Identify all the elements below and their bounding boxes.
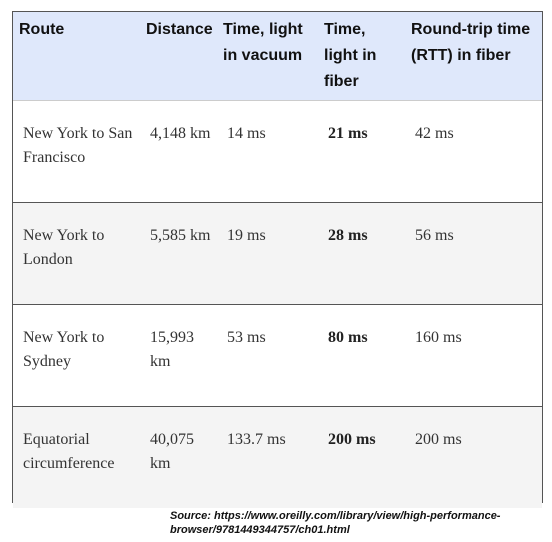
table-header [13,12,542,100]
cell-time-vacuum: 14 ms [227,124,266,142]
cell-route: New York to Sydney [23,328,105,370]
table-row [13,202,542,304]
table-row [13,406,542,508]
header-time-vacuum: Time, light in vacuum [223,21,303,64]
cell-rtt-fiber: 42 ms [415,124,454,142]
cell-distance: 40,075 km [150,430,194,472]
cell-distance: 15,993 km [150,328,194,370]
cell-time-fiber: 200 ms [328,430,376,448]
cell-rtt-fiber: 200 ms [415,430,462,448]
cell-route: Equatorial circumference [23,430,115,472]
cell-time-fiber: 21 ms [328,124,368,142]
cell-route: New York to San Francisco [23,124,133,166]
header-rtt-fiber: Round-trip time (RTT) in fiber [411,21,531,64]
table-row [13,100,542,202]
table-body [13,100,542,508]
latency-table [13,12,542,508]
cell-time-vacuum: 133.7 ms [227,430,286,448]
cell-distance: 4,148 km [150,124,211,142]
header-time-fiber: Time, light in fiber [324,21,377,90]
cell-rtt-fiber: 160 ms [415,328,462,346]
cell-route: New York to London [23,226,105,268]
cell-time-fiber: 28 ms [328,226,368,244]
cell-rtt-fiber: 56 ms [415,226,454,244]
cell-time-vacuum: 53 ms [227,328,266,346]
cell-distance: 5,585 km [150,226,211,244]
header-row [13,12,542,100]
header-route: Route [19,21,65,38]
header-distance: Distance [146,21,213,38]
source-citation: Source: https://www.oreilly.com/library/view/high-performance-browser/9781449344757/ch01.html [170,510,501,536]
table-row [13,304,542,406]
cell-time-vacuum: 19 ms [227,226,266,244]
cell-time-fiber: 80 ms [328,328,368,346]
latency-table-container [12,11,543,503]
